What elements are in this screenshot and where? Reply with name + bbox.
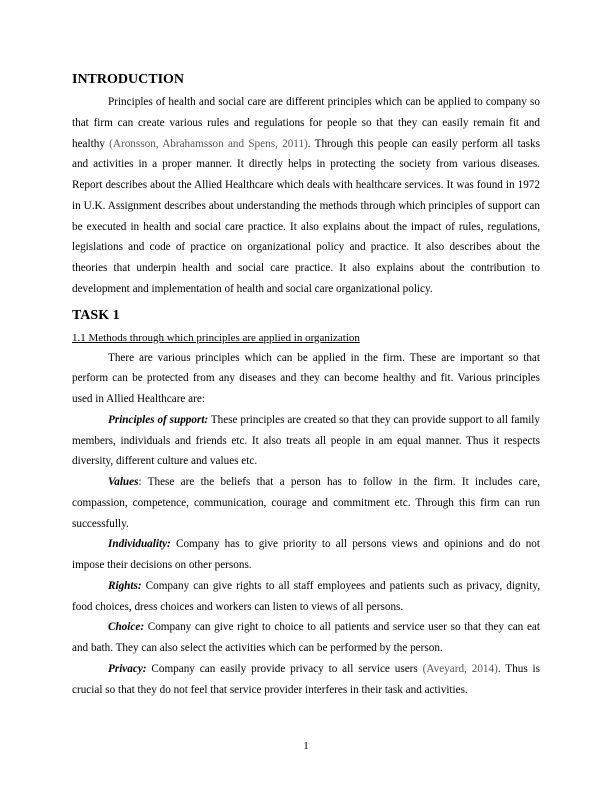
page-number: 1 <box>303 740 309 752</box>
section-1-1-subheading: 1.1 Methods through which principles are applied in organization <box>72 331 360 344</box>
rights-paragraph <box>72 576 540 618</box>
privacy-paragraph <box>72 659 540 701</box>
privacy-citation: (Aveyard, 2014) <box>422 662 498 675</box>
introduction-heading: INTRODUCTION <box>72 72 185 87</box>
rights-term: Rights: <box>108 579 142 592</box>
introduction-paragraph <box>72 92 540 300</box>
individuality-paragraph <box>72 534 540 576</box>
task1-heading: TASK 1 <box>72 307 120 323</box>
principles-of-support-paragraph <box>72 410 540 472</box>
intro-text-b: . Through this people can easily perform all tasks and activities in a proper manner. It directly helps in protecting the society from various diseases. Report describes about the Allied Healthcare which deals with healthcare services. It was found in 1972 in U.K. Assignment describes about understanding the methods through which principles of support can be executed in health and social care practice. It also explains about the impact of rules, regulations, legislations and code of practice on organizational policy and practice. It also describes about the theories that underpin health and social care practice. It also explains about the contribution to development and implementation of health and social care organizational policy. <box>72 137 540 295</box>
intro-text-a: Principles of health and social care are different principles which can be applied to company so that firm can create various rules and regulations for people so that they can easily remain fit and healthy <box>72 96 540 150</box>
support-term: Principles of support: <box>108 413 209 426</box>
task1-intro-paragraph: There are various principles which can be applied in the firm. These are important so that perform can be protected from any diseases and they can become healthy and fit. Various principles used in Allied Healthcare are: <box>72 351 540 405</box>
values-term: Values <box>108 476 139 488</box>
individuality-term: Individuality: <box>108 538 171 551</box>
document-page <box>72 70 540 700</box>
values-text: : These are the beliefs that a person has to follow in the firm. It includes care, compassion, competence, communication, courage and commitment etc. Through this firm can run successfully. <box>72 476 540 530</box>
privacy-term: Privacy: <box>108 662 147 675</box>
privacy-text-a: Company can easily provide privacy to all service users <box>146 662 423 675</box>
choice-paragraph <box>72 617 540 659</box>
values-paragraph <box>72 472 540 534</box>
privacy-text-b: . Thus is crucial so that they do not feel that service provider interferes in their task and activities. <box>72 662 541 696</box>
individuality-text: Company has to give priority to all persons views and opinions and do not impose their decisions on other persons. <box>72 538 540 571</box>
choice-text: Company can give right to choice to all patients and service user so that they can eat and bath. They can also select the activities which can be performed by the person. <box>72 621 540 654</box>
intro-citation: (Aronsson, Abrahamsson and Spens, 2011) <box>109 137 308 150</box>
choice-term: Choice: <box>108 621 145 634</box>
support-text: These principles are created so that they can provide support to all family members, individuals and friends etc. It also treats all people in am equal manner. Thus it respects diversity, different culture and values etc. <box>72 413 541 468</box>
rights-text: Company can give rights to all staff employees and patients such as privacy, dignity, food choices, dress choices and workers can listen to views of all persons. <box>72 579 540 613</box>
